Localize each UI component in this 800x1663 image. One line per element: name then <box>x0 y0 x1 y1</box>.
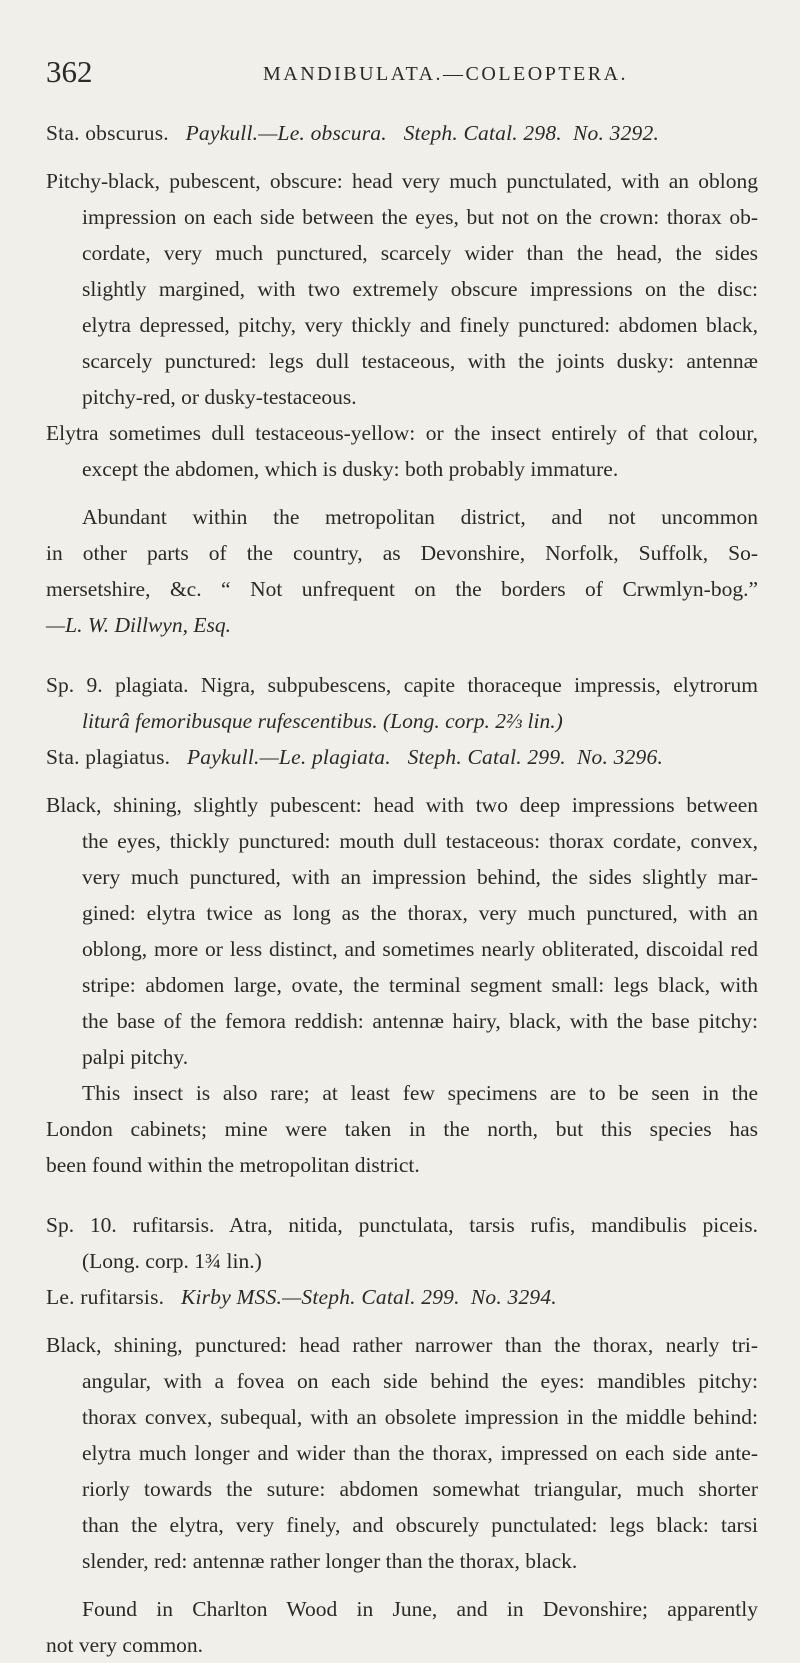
description-line: cordate, very much punctured, scarcely wider than the head, the sides <box>82 241 758 265</box>
description-line: slightly margined, with two extremely obscure impressions on the disc: <box>82 277 758 301</box>
note-line: Abundant within the metropolitan district, and not uncommon <box>82 505 758 529</box>
species-heading: Sp. 9. plagiata. Nigra, subpubescens, capite thoraceque impressis, elytrorum <box>46 673 758 697</box>
description-line: Pitchy-black, pubescent, obscure: head very much punctulated, with an oblong <box>46 169 758 193</box>
description-line: impression on each side between the eyes, but not on the crown: thorax ob- <box>82 205 758 229</box>
description-line: very much punctured, with an impression behind, the sides slightly mar- <box>82 865 758 889</box>
description-line: elytra depressed, pitchy, very thickly and finely punctured: abdomen black, <box>82 313 758 337</box>
description-line: the base of the femora reddish: antennæ hairy, black, with the base pitchy: <box>82 1009 758 1033</box>
description-line: palpi pitchy. <box>82 1045 189 1069</box>
note-line: This insect is also rare; at least few specimens are to be seen in the <box>82 1081 758 1105</box>
page-number: 362 <box>46 54 93 89</box>
note-line: mersetshire, &c. “ Not unfrequent on the borders of Crwmlyn-bog.” <box>46 577 758 601</box>
species-heading: liturâ femoribusque rufescentibus. (Long. corp. 2⅔ lin.) <box>82 709 563 733</box>
description-line: Black, shining, slightly pubescent: head with two deep impressions between <box>46 793 758 817</box>
note-line: —L. W. Dillwyn, Esq. <box>46 613 231 637</box>
species-heading: Sp. 10. rufitarsis. Atra, nitida, punctulata, tarsis rufis, mandibulis piceis. <box>46 1213 758 1237</box>
description-line: gined: elytra twice as long as the thorax, very much punctured, with an <box>82 901 758 925</box>
page-body <box>46 115 758 1663</box>
note-line: in other parts of the country, as Devonshire, Norfolk, Suffolk, So- <box>46 541 758 565</box>
species-heading: (Long. corp. 1¾ lin.) <box>82 1249 262 1273</box>
description-line: pitchy-red, or dusky-testaceous. <box>82 385 357 409</box>
description-line: elytra much longer and wider than the thorax, impressed on each side ante- <box>82 1441 758 1465</box>
description-line: scarcely punctured: legs dull testaceous, with the joints dusky: antennæ <box>82 349 758 373</box>
description-line: riorly towards the suture: abdomen somewhat triangular, much shorter <box>82 1477 758 1501</box>
page-header <box>46 52 760 92</box>
description-line: slender, red: antennæ rather longer than the thorax, black. <box>82 1549 578 1573</box>
description-line: stripe: abdomen large, ovate, the terminal segment small: legs black, with <box>82 973 758 997</box>
note-line: Found in Charlton Wood in June, and in Devonshire; apparently <box>82 1597 758 1621</box>
running-title: MANDIBULATA.—COLEOPTERA. <box>263 63 629 85</box>
description-line: angular, with a fovea on each side behind the eyes: mandibles pitchy: <box>82 1369 758 1393</box>
synonym-line: Sta. plagiatus. Paykull.—Le. plagiata. Steph. Catal. 299. No. 3296. <box>46 745 664 769</box>
note-line: London cabinets; mine were taken in the north, but this species has <box>46 1117 758 1141</box>
description-line: the eyes, thickly punctured: mouth dull testaceous: thorax cordate, convex, <box>82 829 758 853</box>
note-line: been found within the metropolitan district. <box>46 1153 420 1177</box>
description-line: thorax convex, subequal, with an obsolete impression in the middle behind: <box>82 1405 758 1429</box>
variety-line: Elytra sometimes dull testaceous-yellow: or the insect entirely of that colour, <box>46 421 758 445</box>
synonym-line: Sta. obscurus. Paykull.—Le. obscura. Steph. Catal. 298. No. 3292. <box>46 121 660 145</box>
description-line: Black, shining, punctured: head rather narrower than the thorax, nearly tri- <box>46 1333 758 1357</box>
description-line: oblong, more or less distinct, and sometimes nearly obliterated, discoidal red <box>82 937 758 961</box>
synonym-line: Le. rufitarsis. Kirby MSS.—Steph. Catal. 299. No. 3294. <box>46 1285 557 1309</box>
note-line: not very common. <box>46 1633 204 1657</box>
description-line: than the elytra, very finely, and obscurely punctulated: legs black: tarsi <box>82 1513 758 1537</box>
variety-line: except the abdomen, which is dusky: both probably immature. <box>82 457 619 481</box>
